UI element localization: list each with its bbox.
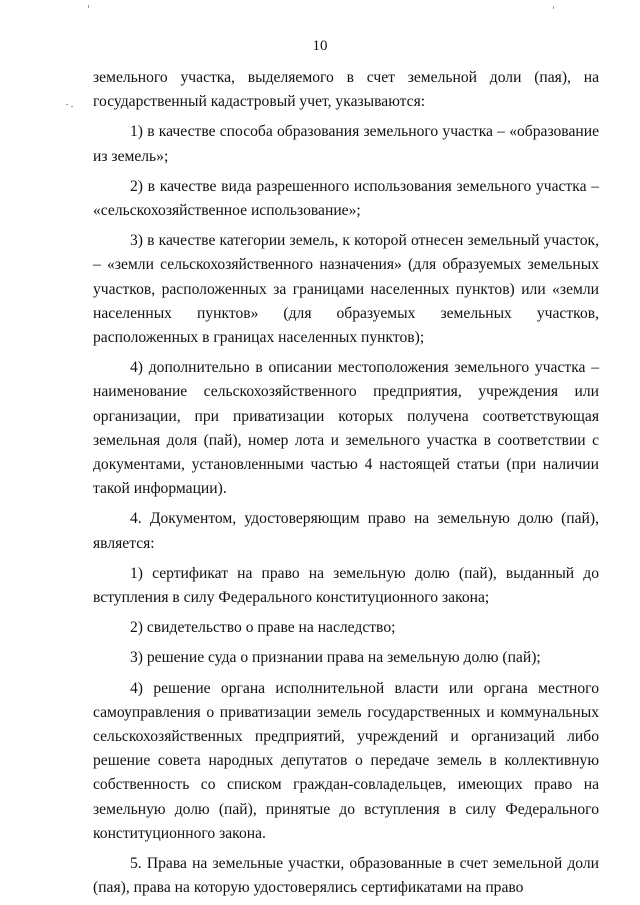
- section-4-heading: 4. Документом, удостоверяющим право на земельную долю (пай), является:: [93, 510, 599, 552]
- scan-speck: [66, 104, 68, 105]
- paragraph-continuation: земельного участка, выделяемого в счет земельной доли (пая), на государственный кадастровый учет, указываются:: [93, 69, 599, 111]
- document-body: [93, 66, 599, 901]
- list-item-inheritance: 2) свидетельство о праве на наследство;: [130, 619, 396, 637]
- scan-speck: [71, 106, 73, 107]
- section-5-paragraph: 5. Права на земельные участки, образованные в счет земельной доли (пая), права на которую удостоверялись сертификатами на право: [93, 855, 599, 897]
- list-item-formation-method: 1) в качестве способа образования земельного участка – «образование из земель»;: [93, 123, 599, 165]
- list-item-court-decision: 3) решение суда о признании права на земельную долю (пай);: [130, 649, 541, 667]
- list-item-authority-decision: 4) решение органа исполнительной власти или органа местного самоуправления о приватизации земель государственных и коммунальных сельскохозяйственных предприятий, учреждений и организаций либо решение совета народных депутатов о передаче земель в коллективную собственность со списком граждан-совладельцев, имеющих право на земельную долю (пай), принятые до вступления в силу Федерального конституционного закона.: [93, 679, 599, 842]
- scan-speck: [88, 5, 89, 8]
- page-number: 10: [312, 38, 328, 54]
- list-item-land-category: 3) в качестве категории земель, к которой отнесен земельный участок, – «земли сельскохозяйственного назначения» (для образуемых земельных участков, расположенных за границами населенных пунктов) или «земли населенных пунктов» (для образуемых земельных участков, расположенных в границах населенных пунктов);: [93, 232, 599, 347]
- list-item-certificate: 1) сертификат на право на земельную долю (пай), выданный до вступления в силу Федерального конституционного закона;: [93, 564, 599, 607]
- scan-speck: [553, 6, 554, 9]
- list-item-permitted-use: 2) в качестве вида разрешенного использования земельного участка – «сельскохозяйственное использование»;: [93, 177, 599, 220]
- list-item-location-description: 4) дополнительно в описании местоположения земельного участка – наименование сельскохозяйственного предприятия, учреждения или организации, при приватизации которых получена соответствующая земельная доля (пай), номер лота и земельного участка в соответствии с документами, установленными частью 4 настоящей статьи (при наличии такой информации).: [93, 359, 599, 498]
